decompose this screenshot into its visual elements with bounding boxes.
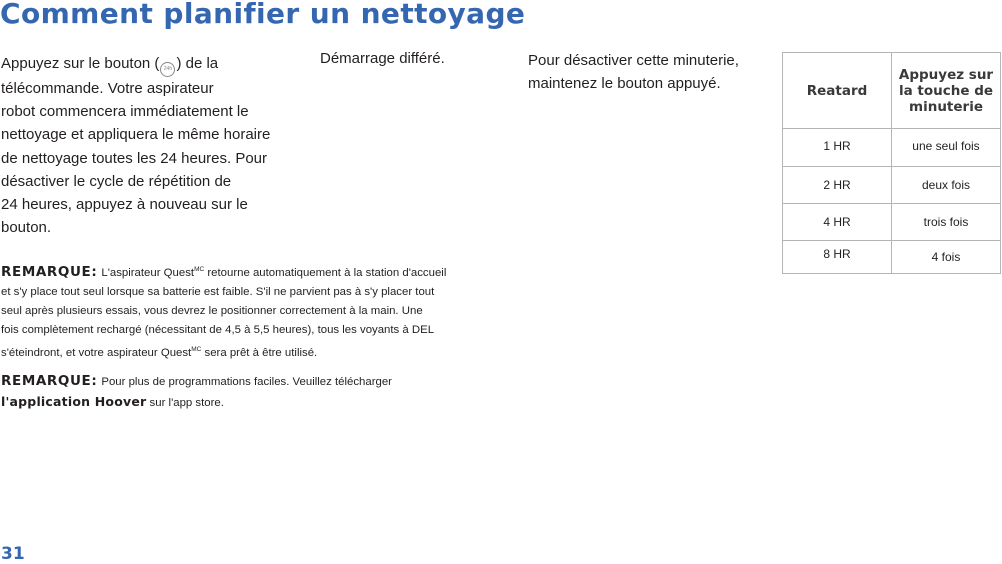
delay-cell: 4 HR [783, 204, 892, 241]
note-label: REMARQUE: [1, 373, 98, 389]
note-line: seul après plusieurs essais, vous devrez le positionner correctement à la main. Une [1, 305, 423, 317]
instruction-line: bouton. [1, 219, 52, 237]
press-count-cell: trois fois [892, 204, 1001, 241]
delay-cell: 1 HR [783, 129, 892, 167]
note-text: L'aspirateur Quest [101, 267, 195, 279]
press-count-cell: une seul fois [892, 129, 1001, 167]
note-text: s'éteindront, et votre aspirateur Quest [1, 347, 192, 359]
header-delay: Reatard [783, 53, 892, 129]
instruction-line: de nettoyage toutes les 24 heures. Pour [1, 149, 268, 167]
note-label: REMARQUE: [1, 264, 98, 280]
battery-note [1, 260, 501, 363]
trademark-mark: MC [191, 346, 202, 353]
deactivate-line: maintenez le bouton appuyé. [528, 75, 721, 93]
trademark-mark: MC [194, 266, 205, 273]
scheduling-instructions [1, 52, 301, 239]
deactivate-line: Pour désactiver cette minuterie, [528, 52, 739, 69]
press-count-cell: 4 fois [892, 241, 1001, 274]
instruction-line: désactiver le cycle de répétition de [1, 172, 232, 190]
instruction-line: télécommande. Votre aspirateur [1, 80, 214, 97]
delay-cell: 2 HR [783, 167, 892, 204]
instruction-line: ) de la [176, 55, 219, 72]
instruction-line: nettoyage et appliquera le même horaire [1, 126, 271, 144]
note-text: sur l'app store. [146, 397, 224, 409]
delayed-start-heading: Démarrage différé. [320, 50, 445, 67]
press-count-cell: deux fois [892, 167, 1001, 204]
table-row [783, 129, 1001, 167]
instruction-line: Appuyez sur le bouton ( [1, 55, 160, 72]
deactivate-timer-text [528, 49, 739, 95]
instruction-line: 24 heures, appuyez à nouveau sur le [1, 196, 248, 214]
page-title: Comment planifier un nettoyage [0, 0, 526, 30]
note-text: retourne automatiquement à la station d'accueil [204, 267, 447, 279]
table-row [783, 204, 1001, 241]
table-header-row [783, 53, 1001, 129]
note-text: Pour plus de programmations faciles. Veuillez télécharger [101, 376, 392, 388]
app-name: l'application Hoover [1, 394, 147, 409]
delay-timer-table [782, 52, 1001, 274]
table-row [783, 241, 1001, 274]
table-row [783, 167, 1001, 204]
delay-clock-icon: 24h [160, 62, 175, 77]
page-number: 31 [1, 544, 25, 564]
app-note [1, 372, 501, 413]
instruction-line: robot commencera immédiatement le [1, 103, 249, 121]
note-line: et s'y place tout seul lorsque sa batterie est faible. S'il ne parvient pas à s'y placer tout [1, 286, 435, 298]
delay-cell: 8 HR [783, 241, 892, 274]
note-text: sera prêt à être utilisé. [201, 347, 318, 359]
header-press-count: Appuyez sur la touche de minuterie [892, 53, 1001, 129]
note-line: fois complètement rechargé (nécessitant de 4,5 à 5,5 heures), tous les voyants à DEL [1, 324, 435, 336]
